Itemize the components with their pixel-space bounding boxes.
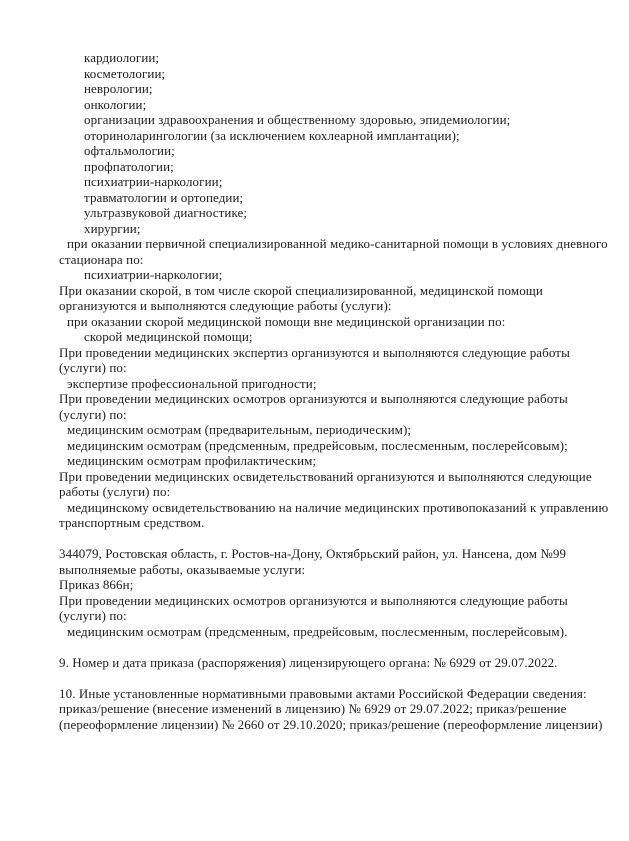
specialty-line: офтальмологии; [84, 143, 175, 158]
service-line: медицинским осмотрам (предсменным, предрейсовым, послесменным, послерейсовым). [67, 623, 568, 639]
specialty-line: онкологии; [84, 96, 147, 112]
service-line: медицинскому освидетельствованию на наличие медицинских противопоказаний к управлению [67, 499, 609, 515]
specialty-line: кардиологии; [84, 50, 160, 65]
service-line: транспортным средством. [59, 515, 205, 530]
service-line: медицинским осмотрам (предсменным, предрейсовым, послесменным, послерейсовым); [67, 437, 568, 453]
service-line: медицинским осмотрам профилактическим; [67, 453, 317, 468]
care-condition-line: при оказании первичной специализированной медико-санитарной помощи в условиях дневного [67, 236, 608, 251]
service-line: медицинским осмотрам (предварительным, периодическим); [67, 422, 412, 437]
order-866n-line: Приказ 866н; [59, 577, 134, 592]
section-line: При оказании скорой, в том числе скорой специализированной, медицинской помощи [59, 282, 543, 298]
service-line: экспертизе профессиональной пригодности; [67, 375, 317, 391]
section-line: организуются и выполняются следующие работы (услуги): [59, 298, 392, 313]
specialty-line: неврологии; [84, 81, 153, 96]
section-line: (услуги) по: [59, 608, 127, 623]
section-line: работы (услуги) по: [59, 484, 171, 499]
other-info-heading-line: 10. Иные установленные нормативными правовыми актами Российской Федерации сведения: [59, 685, 587, 701]
other-info-line: (переоформление лицензии) № 2660 от 29.10.2020; приказ/решение (переоформление лицензии) [59, 716, 603, 732]
specialty-line: оториноларингологии (за исключением кохлеарной имплантации); [84, 127, 460, 143]
section-line: (услуги) по: [59, 360, 127, 375]
specialty-line: профпатологии; [84, 158, 174, 174]
specialty-line: психиатрии-наркологии; [84, 174, 223, 189]
specialty-line: организации здравоохранения и общественному здоровью, эпидемиологии; [84, 112, 511, 127]
specialty-line: скорой медицинской помощи; [84, 329, 253, 344]
care-condition-line: стационара по: [59, 251, 144, 267]
specialty-line: хирургии; [84, 220, 141, 236]
section-line: При проведении медицинских экспертиз организуются и выполняются следующие работы [59, 344, 570, 360]
other-info-line: приказ/решение (внесение изменений в лицензию) № 6929 от 29.07.2022; приказ/решение [59, 701, 567, 716]
care-condition-line: при оказании скорой медицинской помощи вне медицинской организации по: [67, 313, 506, 329]
section-line: При проведении медицинских освидетельствований организуются и выполняются следующие [59, 468, 592, 484]
section-line: (услуги) по: [59, 406, 127, 422]
works-services-label: выполняемые работы, оказываемые услуги: [59, 561, 306, 577]
address-line: 344079, Ростовская область, г. Ростов-на-Дону, Октябрьский район, ул. Нансена, дом №99 [59, 546, 567, 561]
section-line: При проведении медицинских осмотров организуются и выполняются следующие работы [59, 592, 568, 608]
specialty-line: ультразвуковой диагностике; [84, 205, 248, 220]
specialty-line: психиатрии-наркологии; [84, 267, 223, 282]
section-line: При проведении медицинских осмотров организуются и выполняются следующие работы [59, 391, 568, 406]
specialty-line: травматологии и ортопедии; [84, 189, 244, 205]
license-text-block [59, 50, 619, 732]
specialty-line: косметологии; [84, 65, 166, 81]
licensing-order-number-line: 9. Номер и дата приказа (распоряжения) лицензирующего органа: № 6929 от 29.07.2022. [59, 654, 558, 670]
